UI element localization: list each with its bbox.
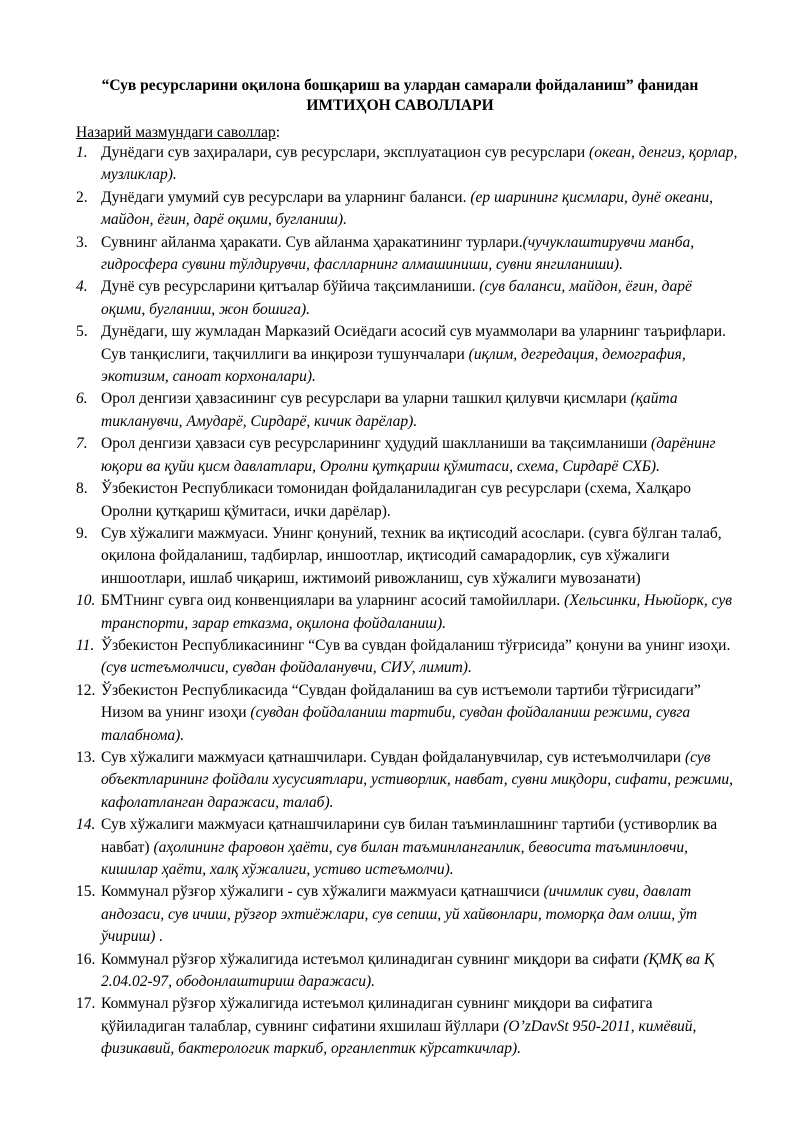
section-heading (76, 123, 280, 143)
question-item (0, 814, 800, 881)
question-text: Коммунал рўзғор хўжалигида истеъмол қилинадиган сувнинг миқдори ва сифати (101, 950, 644, 968)
question-note: (сув баланси, майдон, ёғин, дарё оқими, бугланиш, жон бошига). (101, 278, 692, 318)
question-number: 13. (76, 748, 96, 766)
question-number: 9. (76, 524, 88, 542)
question-item (0, 232, 800, 277)
question-note: (дарёнинг юқори ва қуйи қисм давлатлари, Оролни қутқариш қўмитаси, схема, Сирдарё СХБ). (101, 435, 716, 475)
question-note: (океан, денгиз, қорлар, музликлар). (101, 144, 738, 184)
question-note: (O’zDavSt 950-2011, кимёвий, физикавий, бактерологик таркиб, органлептик кўрсаткичлар). (101, 1017, 697, 1058)
question-text: Ўзбекистон Республикаси томонидан фойдаланиладиган сув ресурслари (схема, Халқаро Оролни қутқариш қўмитаси, ички дарёлар). (101, 480, 692, 520)
question-text: Коммунал рўзғор хўжалиги - сув хўжалиги мажмуаси қатнашчиси (101, 883, 544, 901)
question-item (0, 635, 800, 680)
question-note: (сув истеъмолчиси, сувдан фойдаланувчи, СИУ, лимит). (101, 659, 472, 677)
question-item (0, 433, 800, 478)
question-note: (ҚМҚ ва Қ 2.04.02-97, ободонлаштириш даражаси). (101, 950, 715, 991)
question-text: Дунёдаги сув заҳиралари, сув ресурслари, эксплуатацион сув ресурслари (101, 144, 590, 161)
question-text: Дунёдаги, шу жумладан Марказий Осиёдаги асосий сув муаммолари ва уларнинг таърифлари. Сув танқислиги, тақчиллиги ва инқирози тушунчалари (101, 323, 726, 363)
question-item (0, 478, 800, 523)
question-text: БМТнинг сувга оид конвенциялари ва уларнинг асосий тамойиллари. (101, 592, 565, 610)
question-number: 11. (76, 636, 95, 654)
question-note: (ер шарининг қисмлари, дунё океани, майдон, ёғин, дарё оқими, бугланиш). (101, 188, 714, 229)
question-item (0, 523, 800, 590)
question-note: (Хельсинки, Ньюйорк, сув транспорти, зарар етказма, оқилона фойдаланиш). (101, 592, 732, 632)
document-title: “Сув ресурсларини оқилона бошқариш ва улардан самарали фойдаланиш” фанидан (101, 77, 699, 94)
question-note: (аҳолининг фаровон ҳаёти, сув билан таъминланганлик, бевосита таъминловчи, кишилар ҳаёти, халқ хўжалиги, устиво истеъмолчи). (101, 838, 688, 878)
question-item (0, 680, 800, 747)
question-item (0, 949, 800, 994)
question-item (0, 321, 800, 388)
question-item (0, 388, 800, 433)
section-heading-label: Назарий мазмундаги саволлар (76, 124, 276, 141)
question-note: (қайта тикланувчи, Амударё, Сирдарё, кичик дарёлар). (101, 390, 678, 430)
question-text: Сув хўжалиги мажмуаси қатнашчиларини сув билан таъминлашнинг тартиби (устиворлик ва навбат) (101, 816, 718, 856)
question-item (0, 993, 800, 1060)
section-heading-colon: : (275, 124, 281, 141)
question-number: 2. (76, 188, 88, 206)
question-item (0, 590, 800, 635)
question-text: Сувнинг айланма ҳаракати. Сув айланма ҳаракатининг турлари. (101, 233, 523, 251)
document-heading: ИМТИҲОН САВОЛЛАРИ (306, 97, 494, 114)
question-text: Дунё сув ресурсларини қитъалар бўйича тақсимланиши. (101, 278, 480, 296)
question-number: 15. (76, 883, 96, 901)
question-number: 10. (76, 592, 96, 610)
question-note: (сувдан фойдаланиш тартиби, сувдан фойдаланиш режими, сувга талабнома). (101, 704, 691, 744)
question-item (0, 747, 800, 814)
question-number: 1. (76, 144, 88, 161)
question-item (0, 142, 800, 187)
question-note: (чучуклаштирувчи манба, гидросфера сувини тўлдирувчи, фаслларнинг алмашиниши, сувни янгиланиши). (101, 233, 695, 274)
question-item (0, 187, 800, 232)
question-number: 16. (76, 950, 96, 968)
question-note: (сув объектларининг фойдали хусусиятлари, устиворлик, навбат, сувни миқдори, сифати, режими, кафолатланган даражаси, талаб). (101, 748, 733, 811)
question-number: 5. (76, 323, 88, 341)
question-text: Коммунал рўзғор хўжалигида истеъмол қилинадиган сувнинг миқдори ва сифатига қўйиладиган талаблар, сувнинг сифатини яхшилаш йўллари (101, 995, 653, 1035)
question-text: Ўзбекистон Республикасида “Сувдан фойдаланиш ва сув истъемоли тартиби тўғрисидаги” Низом ва унинг изоҳи (101, 681, 701, 722)
question-text: Орол денгизи ҳавзаси сув ресурсларининг ҳудудий шаклланиши ва тақсимланиши (101, 435, 652, 453)
question-number: 4. (76, 278, 88, 296)
question-text: Ўзбекистон Республикасининг “Сув ва сувдан фойдаланиш тўғрисида” қонуни ва унинг изоҳи. (101, 636, 731, 654)
question-text: Дунёдаги умумий сув ресурслари ва уларнинг баланси. (101, 188, 471, 206)
question-item (0, 881, 800, 948)
question-note: (ичимлик суви, давлат андозаси, сув ичиш, рўзғор эхтиёжлари, сув сепиш, уй хайвонлари, томорқа дам олиш, ўт ўчириш) . (101, 883, 698, 946)
question-text: Орол денгизи ҳавзасининг сув ресурслари ва уларни ташкил қилувчи қисмлари (101, 390, 631, 408)
question-number: 8. (76, 480, 88, 498)
question-item (0, 276, 800, 321)
question-number: 3. (76, 233, 88, 251)
question-number: 17. (76, 995, 96, 1013)
question-number: 7. (76, 435, 88, 453)
question-number: 6. (76, 390, 88, 408)
question-list (0, 142, 800, 1061)
question-text: Сув хўжалиги мажмуаси. Унинг қонуний, техник ва иқтисодий асослари. (сувга бўлган талаб, оқилона фойдаланиш, тадбирлар, иншоотлар, иқтисодий самарадорлик, сув хўжалиги иншоотлари, ишлаб чиқариш, ижтимоий ривожланиш, сув хўжалиги мувозанати) (101, 524, 722, 587)
question-text: Сув хўжалиги мажмуаси қатнашчилари. Сувдан фойдаланувчилар, сув истеъмолчилари (101, 748, 685, 766)
question-number: 12. (76, 681, 96, 699)
question-number: 14. (76, 816, 96, 834)
question-note: (иқлим, дегредация, демография, экотизим, саноат корхоналари). (101, 345, 686, 386)
